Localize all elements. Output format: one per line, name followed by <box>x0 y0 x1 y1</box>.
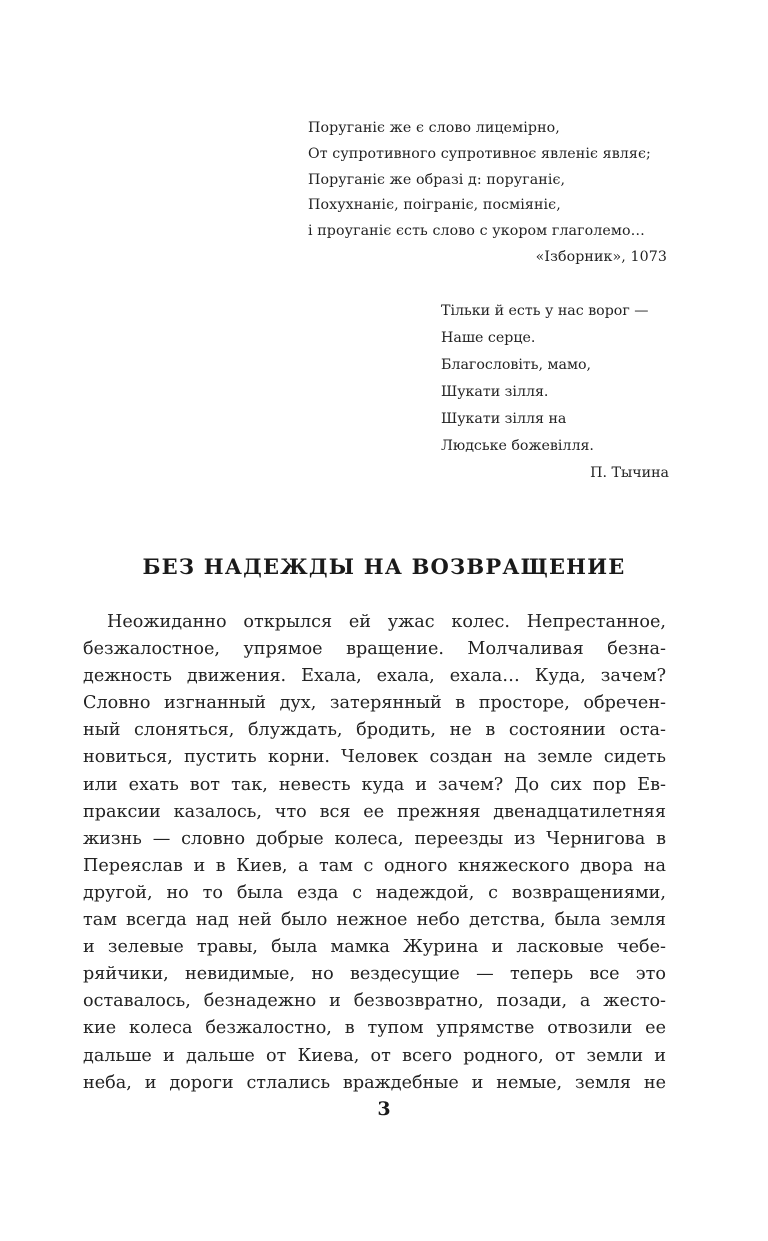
body-line: новиться, пустить корни. Человек создан на земле сидеть <box>83 747 666 768</box>
body-line: там всегда над ней было нежное небо детства, была земля <box>83 910 666 931</box>
body-line: Переяслав и в Киев, а там с одного княжеского двора на <box>83 855 666 876</box>
body-line: Словно изгнанный дух, затерянный в просторе, обречен- <box>83 693 666 714</box>
epigraph-line: і проуганіє єсть слово с укором глаголемо… <box>308 223 645 240</box>
body-line: и зелевые травы, была мамка Журина и ласковые чебе- <box>83 937 666 958</box>
epigraph-line: Тільки й есть у нас ворог — <box>441 303 649 319</box>
page-number: 3 <box>377 1098 391 1120</box>
body-line: ный слоняться, блуждать, бродить, не в состоянии оста- <box>83 720 666 741</box>
epigraph-source: «Ізборник», 1073 <box>535 248 667 265</box>
body-paragraph <box>83 609 666 1097</box>
body-line: кие колеса безжалостно, в тупом упрямстве отвозили ее <box>83 1018 666 1039</box>
epigraph-source: П. Тычина <box>590 465 669 481</box>
epigraph-line: Поруганіє же образі д: поруганіє, <box>308 171 566 188</box>
epigraph-line: От супротивного супротивноє явленіє являє; <box>308 145 651 162</box>
epigraph-line: Шукати зілля. <box>441 384 549 400</box>
body-line: жизнь — словно добрые колеса, переезды из Чернигова в <box>83 828 666 849</box>
body-line: оставалось, безнадежно и безвозвратно, позади, а жесто- <box>83 991 666 1012</box>
epigraph-izbornik <box>308 116 668 271</box>
epigraph-line: Поруганіє же є слово лицемірно, <box>308 120 560 136</box>
body-line: другой, но то была езда с надеждой, с возвращениями, <box>83 882 666 903</box>
epigraph-line: Шукати зілля на <box>441 411 567 427</box>
body-line: дальше и дальше от Киева, от всего родного, от земли и <box>83 1045 666 1066</box>
epigraph-tychina <box>441 298 669 487</box>
chapter-title: БЕЗ НАДЕЖДЫ НА ВОЗВРАЩЕНИЕ <box>142 554 626 579</box>
epigraph-line: Людське божевілля. <box>441 438 594 454</box>
body-line: неба, и дороги стлались враждебные и немые, земля не <box>83 1072 666 1093</box>
epigraph-line: Благословіть, мамо, <box>441 357 592 373</box>
body-line: безжалостное, упрямое вращение. Молчаливая безна- <box>83 639 666 660</box>
epigraph-line: Наше серце. <box>441 330 536 346</box>
body-line: или ехать вот так, невесть куда и зачем? До сих пор Ев- <box>83 774 666 795</box>
body-line: праксии казалось, что вся ее прежняя двенадцатилетняя <box>83 801 666 822</box>
body-line: ряйчики, невидимые, но вездесущие — теперь все это <box>83 964 666 985</box>
epigraph-line: Похухнаніє, поіграніє, посміяніє, <box>308 197 561 214</box>
body-line: Неожиданно открылся ей ужас колес. Непрестанное, <box>107 612 666 632</box>
body-line: дежность движения. Ехала, ехала, ехала… Куда, зачем? <box>83 666 666 687</box>
